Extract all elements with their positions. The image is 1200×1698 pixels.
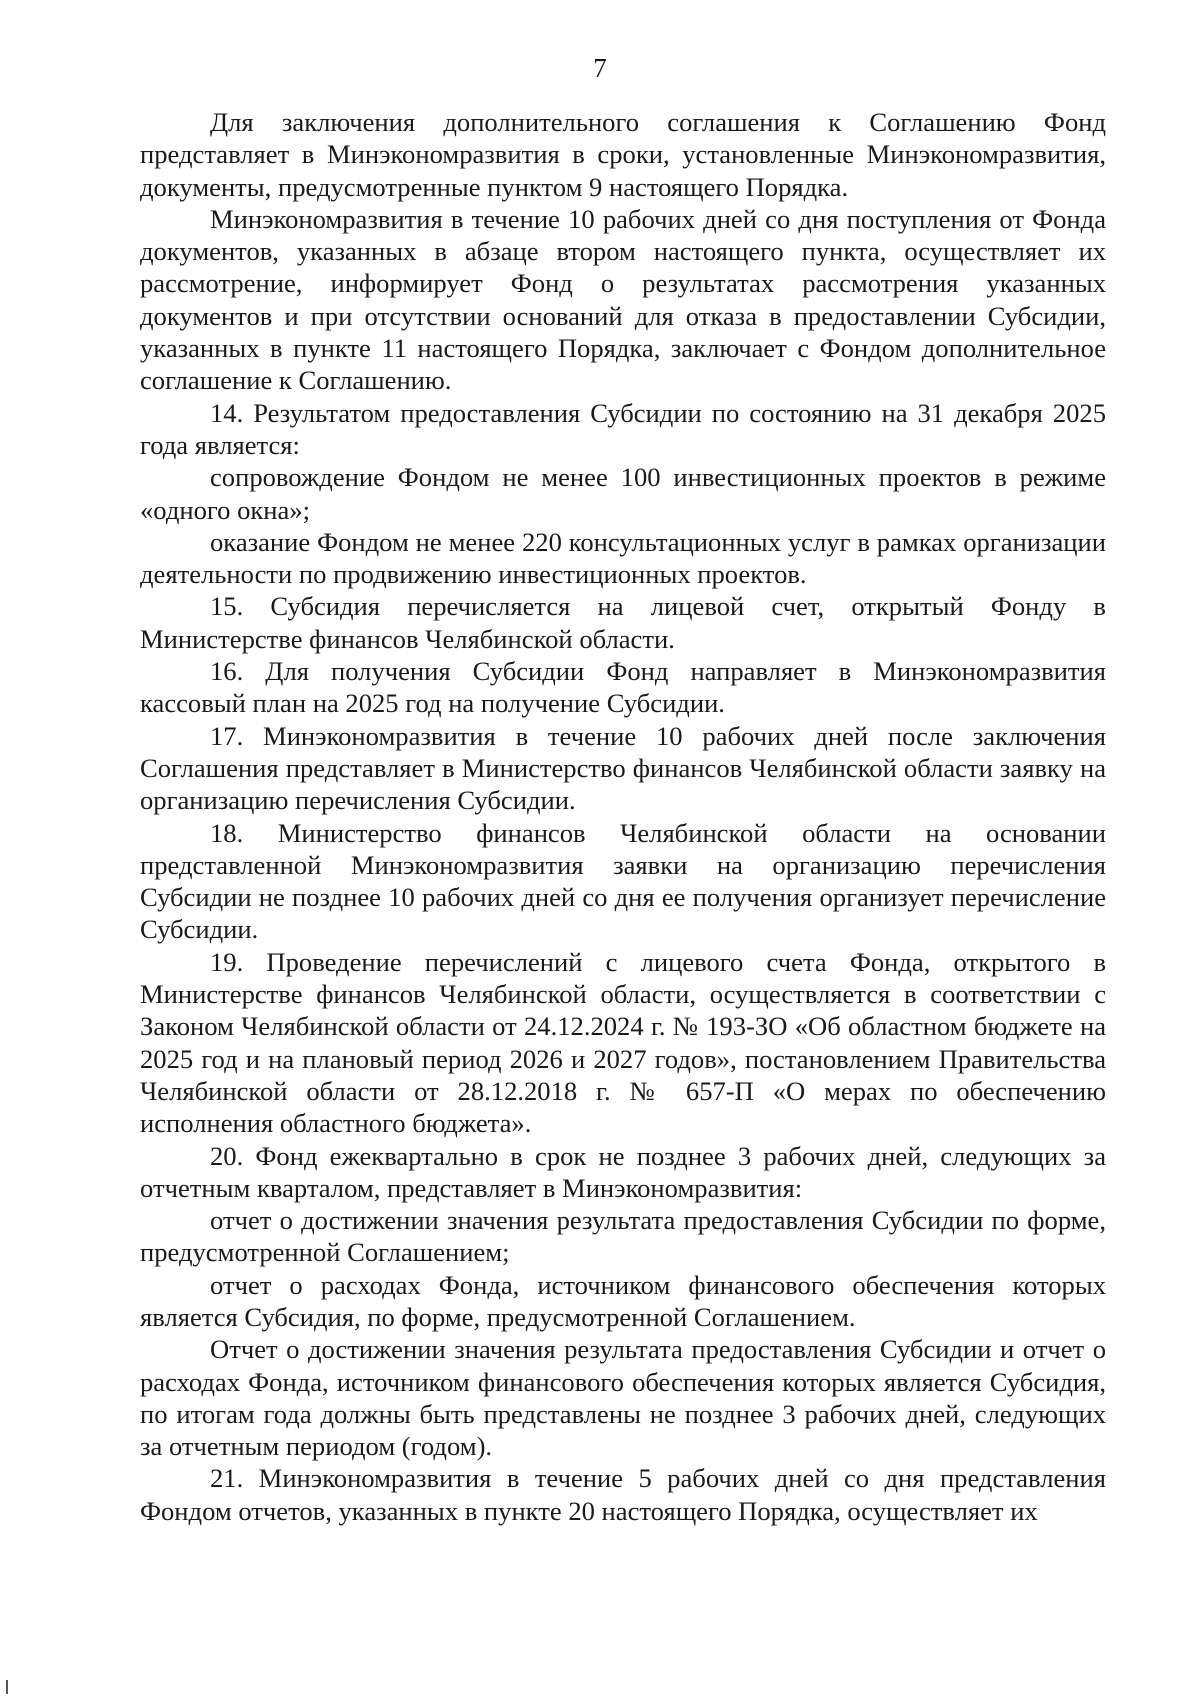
paragraph: 21. Минэкономразвития в течение 5 рабочих дней со дня представления Фондом отчетов, указанных в пункте 20 настоящего Порядка, осуществляет их — [140, 1463, 1106, 1526]
scan-edge-mark — [6, 1680, 8, 1694]
paragraph: оказание Фондом не менее 220 консультационных услуг в рамках организации деятельности по продвижению инвестиционных проектов. — [140, 526, 1106, 590]
paragraph: 14. Результатом предоставления Субсидии по состоянию на 31 декабря 2025 года является: — [140, 397, 1106, 460]
paragraph: 20. Фонд ежеквартально в срок не позднее 3 рабочих дней, следующих за отчетным кварталом, представляет в Минэкономразвития: — [140, 1140, 1106, 1203]
paragraph: 17. Минэкономразвития в течение 10 рабочих дней после заключения Соглашения представляет в Министерство финансов Челябинской области заявку на организацию перечисления Субсидии. — [140, 720, 1106, 816]
paragraph: сопровождение Фондом не менее 100 инвестиционных проектов в режиме «одного окна»; — [140, 462, 1106, 525]
paragraph: отчет о расходах Фонда, источником финансового обеспечения которых является Субсидия, по форме, предусмотренной Соглашением. — [140, 1269, 1106, 1332]
paragraph: отчет о достижении значения результата предоставления Субсидии по форме, предусмотренной Соглашением; — [140, 1205, 1106, 1268]
paragraph: 18. Министерство финансов Челябинской области на основании представленной Минэкономразвития заявки на организацию перечисления Субсидии не позднее 10 рабочих дней со дня ее получения организует перечисление Субсидии. — [140, 817, 1106, 945]
document-body — [140, 106, 1106, 1527]
paragraph: Минэкономразвития в течение 10 рабочих дней со дня поступления от Фонда документов, указанных в абзаце втором настоящего пункта, осуществляет их рассмотрение, информирует Фонд о результатах рассмотрения указанных документов и при отсутствии оснований для отказа в предоставлении Субсидии, указанных в пункте 11 настоящего Порядка, заключает с Фондом дополнительное соглашение к Соглашению. — [140, 203, 1106, 396]
paragraph: Для заключения дополнительного соглашения к Соглашению Фонд представляет в Минэкономразвития в сроки, установленные Минэкономразвития, документы, предусмотренные пунктом 9 настоящего Порядка. — [140, 107, 1106, 202]
paragraph: Отчет о достижении значения результата предоставления Субсидии и отчет о расходах Фонда, источником финансового обеспечения которых является Субсидия, по итогам года должны быть представлены не позднее 3 рабочих дней, следующих за отчетным периодом (годом). — [140, 1334, 1106, 1462]
paragraph: 16. Для получения Субсидии Фонд направляет в Минэкономразвития кассовый план на 2025 год на получение Субсидии. — [140, 656, 1106, 719]
page-number: 7 — [593, 53, 607, 83]
paragraph: 19. Проведение перечислений с лицевого счета Фонда, открытого в Министерстве финансов Челябинской области, осуществляется в соответствии с Законом Челябинской области от 24.12.2024 г. № 193-ЗО «Об областном бюджете на 2025 год и на плановый период 2026 и 2027 годов», постановлением Правительства Челябинской области от 28.12.2018 г. № 657-П «О мерах по обеспечению исполнения областного бюджета». — [140, 946, 1106, 1139]
paragraph: 15. Субсидия перечисляется на лицевой счет, открытый Фонду в Министерстве финансов Челябинской области. — [140, 591, 1106, 654]
